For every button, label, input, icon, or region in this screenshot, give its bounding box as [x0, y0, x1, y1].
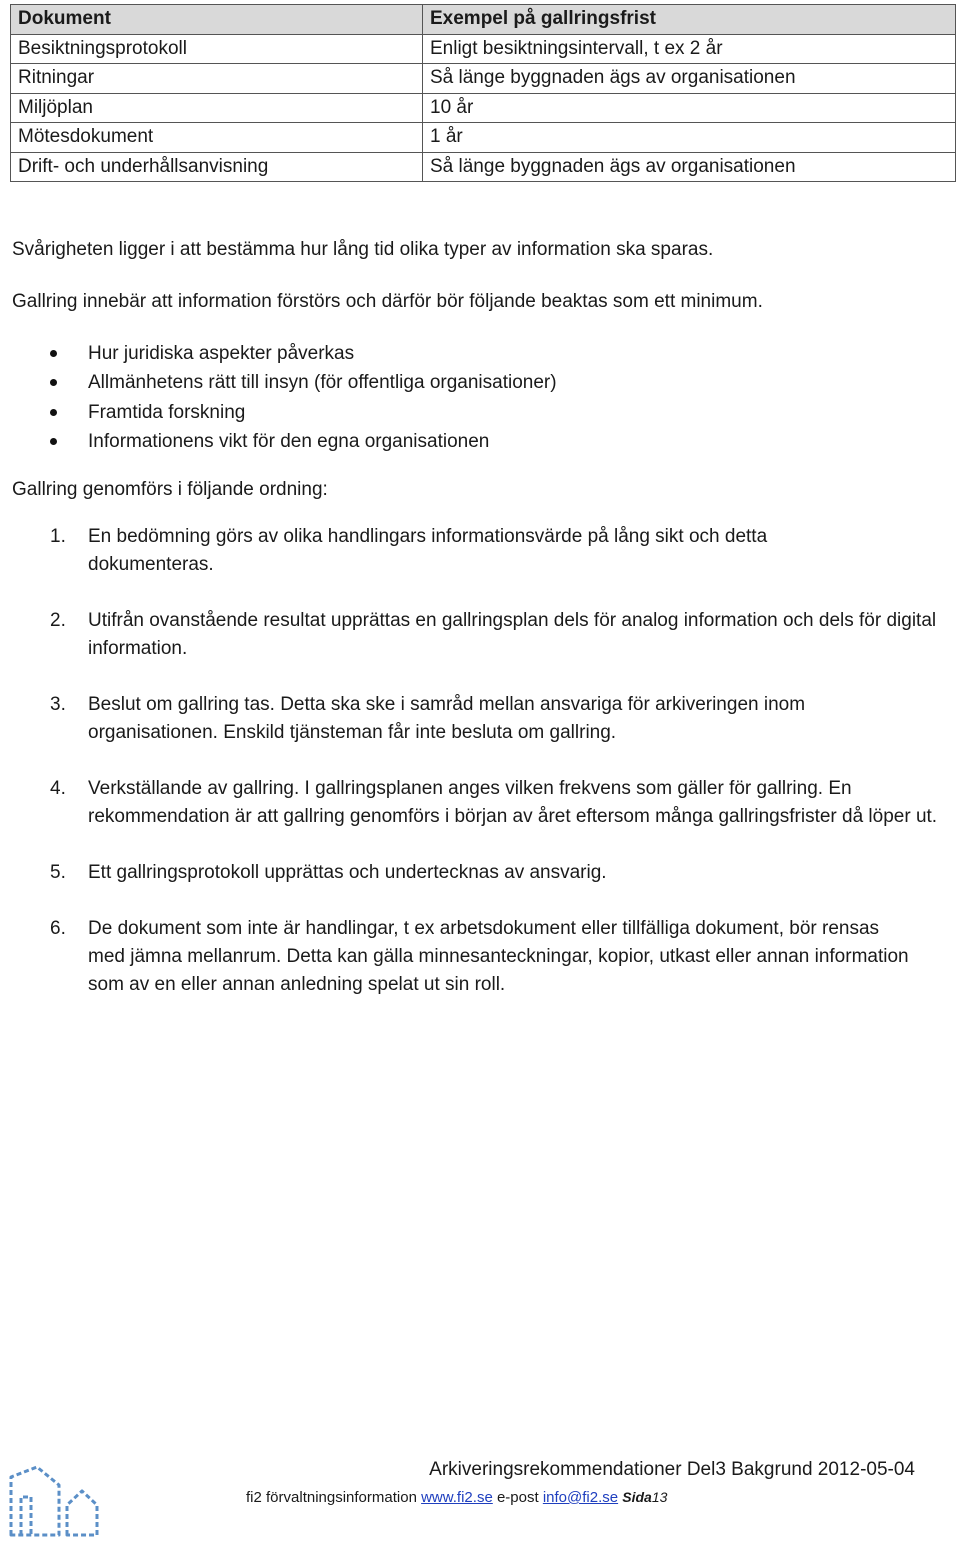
list-item [0, 398, 557, 427]
page-number: 13 [651, 1489, 668, 1505]
step-text: Ett gallringsprotokoll upprättas och undertecknas av ansvarig. [88, 862, 607, 883]
table-cell: Mötesdokument [11, 123, 423, 153]
list-item [0, 691, 888, 747]
list-item [0, 859, 848, 887]
intro-paragraph: Svårigheten ligger i att bestämma hur lång tid olika typer av information ska sparas. [12, 239, 714, 260]
list-item [0, 523, 848, 579]
retention-table [10, 4, 956, 182]
step-number: 6. [50, 918, 66, 939]
step-text: En bedömning görs av olika handlingars informationsvärde på lång sikt och detta dokumenteras. [88, 526, 768, 575]
step-text: Utifrån ovanstående resultat upprättas en gallringsplan dels för analog information och dels för digital information. [88, 610, 937, 659]
bullet-icon [50, 438, 57, 445]
table-header-cell: Dokument [11, 5, 423, 35]
house-outline-logo-icon [5, 1463, 105, 1539]
bullet-icon [50, 350, 57, 357]
step-number: 2. [50, 610, 66, 631]
list-item [0, 775, 956, 831]
page-label: Sida [622, 1489, 652, 1505]
table-cell: Drift- och underhållsanvisning [11, 152, 423, 182]
table-cell: Besiktningsprotokoll [11, 34, 423, 64]
step-text: Verkställande av gallring. I gallringsplanen anges vilken frekvens som gäller för gallring. En rekommendation är att gallring genomförs i början av året eftersom många gallringsfrister då löper ut. [88, 778, 938, 827]
list-item [0, 339, 557, 368]
considerations-paragraph: Gallring innebär att information förstörs och därför bör följande beaktas som ett minimum. [12, 291, 763, 312]
table-row [11, 64, 956, 94]
step-text: Beslut om gallring tas. Detta ska ske i samråd mellan ansvariga för arkiveringen inom organisationen. Enskild tjänsteman får inte besluta om gallring. [88, 694, 806, 743]
list-item-text: Allmänhetens rätt till insyn (för offentliga organisationer) [88, 372, 557, 394]
list-item [0, 915, 918, 999]
step-number: 3. [50, 694, 66, 715]
steps-list [0, 523, 960, 999]
table-row [11, 93, 956, 123]
table-cell: Miljöplan [11, 93, 423, 123]
bullet-icon [50, 379, 57, 386]
considerations-list [0, 339, 557, 456]
step-number: 1. [50, 526, 66, 547]
list-item [0, 427, 557, 456]
order-heading: Gallring genomförs i följande ordning: [12, 479, 328, 500]
table-header-row [11, 5, 956, 35]
email-label: e-post [496, 1489, 539, 1506]
table-row [11, 123, 956, 153]
table-cell: Så länge byggnaden ägs av organisationen [423, 152, 956, 182]
step-number: 4. [50, 778, 66, 799]
step-number: 5. [50, 862, 66, 883]
list-item [0, 607, 950, 663]
company-name: fi2 förvaltningsinformation [246, 1489, 417, 1506]
footer-title: Arkiveringsrekommendationer Del3 Bakgrund 2012-05-04 [429, 1459, 915, 1480]
list-item-text: Informationens vikt för den egna organisationen [88, 430, 490, 452]
website-link[interactable]: www.fi2.se [421, 1489, 493, 1506]
list-item [0, 368, 557, 397]
bullet-icon [50, 409, 57, 416]
list-item-text: Hur juridiska aspekter påverkas [88, 343, 355, 364]
table-cell: Så länge byggnaden ägs av organisationen [423, 64, 956, 94]
footer-contact [246, 1486, 667, 1509]
table-row [11, 34, 956, 64]
table-row [11, 152, 956, 182]
table-cell: Enligt besiktningsintervall, t ex 2 år [423, 34, 956, 64]
table-cell: 1 år [423, 123, 956, 153]
email-link[interactable]: info@fi2.se [542, 1489, 619, 1506]
step-text: De dokument som inte är handlingar, t ex arbetsdokument eller tillfälliga dokument, bör rensas med jämna mellanrum. Detta kan gälla minnesanteckningar, kopior, utkast eller annan information som av en eller annan anledning spelat ut sin roll. [88, 918, 909, 995]
table-cell: 10 år [423, 93, 956, 123]
list-item-text: Framtida forskning [88, 401, 246, 423]
table-cell: Ritningar [11, 64, 423, 94]
table-header-cell: Exempel på gallringsfrist [423, 5, 956, 35]
